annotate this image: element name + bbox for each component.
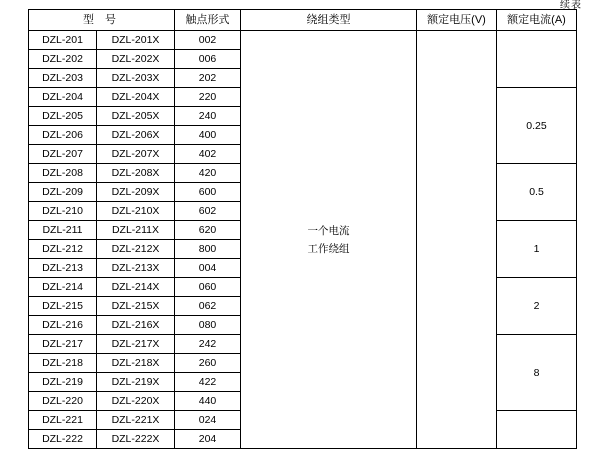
table-header bbox=[29, 10, 577, 31]
cell-model-b: DZL-203X bbox=[97, 69, 175, 88]
cell-contact-form: 006 bbox=[175, 50, 241, 69]
cell-contact-form: 002 bbox=[175, 31, 241, 50]
cell-model-b: DZL-209X bbox=[97, 183, 175, 202]
cell-model-b: DZL-222X bbox=[97, 430, 175, 449]
cell-rated-voltage bbox=[417, 31, 497, 449]
cell-rated-current bbox=[497, 31, 577, 88]
cell-contact-form: 204 bbox=[175, 430, 241, 449]
cell-model-a: DZL-205 bbox=[29, 107, 97, 126]
cell-model-a: DZL-212 bbox=[29, 240, 97, 259]
cell-rated-current: 0.5 bbox=[497, 164, 577, 221]
cell-contact-form: 004 bbox=[175, 259, 241, 278]
cell-model-a: DZL-207 bbox=[29, 145, 97, 164]
cell-model-a: DZL-215 bbox=[29, 297, 97, 316]
cell-contact-form: 402 bbox=[175, 145, 241, 164]
cell-model-a: DZL-204 bbox=[29, 88, 97, 107]
cell-model-b: DZL-205X bbox=[97, 107, 175, 126]
cell-contact-form: 062 bbox=[175, 297, 241, 316]
cell-contact-form: 440 bbox=[175, 392, 241, 411]
cell-contact-form: 024 bbox=[175, 411, 241, 430]
cell-contact-form: 420 bbox=[175, 164, 241, 183]
cell-model-b: DZL-213X bbox=[97, 259, 175, 278]
specification-table bbox=[28, 9, 577, 449]
cell-model-b: DZL-219X bbox=[97, 373, 175, 392]
cell-model-a: DZL-217 bbox=[29, 335, 97, 354]
cell-model-a: DZL-208 bbox=[29, 164, 97, 183]
cell-model-a: DZL-201 bbox=[29, 31, 97, 50]
column-header-voltage: 额定电压(V) bbox=[417, 10, 497, 31]
cell-rated-current: 8 bbox=[497, 335, 577, 411]
table-header-row bbox=[29, 10, 577, 31]
cell-model-b: DZL-206X bbox=[97, 126, 175, 145]
cell-model-a: DZL-206 bbox=[29, 126, 97, 145]
cell-model-a: DZL-203 bbox=[29, 69, 97, 88]
continued-label: 续表 bbox=[560, 0, 582, 11]
cell-model-b: DZL-218X bbox=[97, 354, 175, 373]
cell-model-a: DZL-222 bbox=[29, 430, 97, 449]
cell-model-b: DZL-216X bbox=[97, 316, 175, 335]
cell-model-b: DZL-214X bbox=[97, 278, 175, 297]
cell-model-b: DZL-207X bbox=[97, 145, 175, 164]
cell-model-a: DZL-202 bbox=[29, 50, 97, 69]
column-header-winding: 绕组类型 bbox=[241, 10, 417, 31]
cell-model-a: DZL-220 bbox=[29, 392, 97, 411]
cell-contact-form: 242 bbox=[175, 335, 241, 354]
cell-contact-form: 202 bbox=[175, 69, 241, 88]
cell-rated-current: 2 bbox=[497, 278, 577, 335]
cell-winding-type bbox=[241, 31, 417, 449]
cell-rated-current bbox=[497, 411, 577, 449]
cell-contact-form: 220 bbox=[175, 88, 241, 107]
cell-model-b: DZL-212X bbox=[97, 240, 175, 259]
cell-contact-form: 400 bbox=[175, 126, 241, 145]
cell-model-b: DZL-210X bbox=[97, 202, 175, 221]
cell-model-b: DZL-221X bbox=[97, 411, 175, 430]
cell-model-a: DZL-219 bbox=[29, 373, 97, 392]
cell-model-a: DZL-214 bbox=[29, 278, 97, 297]
cell-model-a: DZL-218 bbox=[29, 354, 97, 373]
cell-contact-form: 620 bbox=[175, 221, 241, 240]
cell-model-b: DZL-202X bbox=[97, 50, 175, 69]
cell-model-a: DZL-216 bbox=[29, 316, 97, 335]
winding-line-2: 工作绕组 bbox=[307, 242, 350, 255]
cell-contact-form: 260 bbox=[175, 354, 241, 373]
column-header-contact: 触点形式 bbox=[175, 10, 241, 31]
column-header-current: 额定电流(A) bbox=[497, 10, 577, 31]
cell-rated-current: 0.25 bbox=[497, 88, 577, 164]
cell-rated-current: 1 bbox=[497, 221, 577, 278]
cell-contact-form: 080 bbox=[175, 316, 241, 335]
cell-model-a: DZL-211 bbox=[29, 221, 97, 240]
cell-contact-form: 600 bbox=[175, 183, 241, 202]
cell-model-b: DZL-208X bbox=[97, 164, 175, 183]
cell-model-b: DZL-204X bbox=[97, 88, 175, 107]
cell-contact-form: 800 bbox=[175, 240, 241, 259]
cell-contact-form: 060 bbox=[175, 278, 241, 297]
cell-contact-form: 240 bbox=[175, 107, 241, 126]
winding-line-1: 一个电流 bbox=[307, 224, 350, 237]
cell-model-b: DZL-211X bbox=[97, 221, 175, 240]
cell-model-a: DZL-221 bbox=[29, 411, 97, 430]
cell-model-a: DZL-210 bbox=[29, 202, 97, 221]
cell-model-b: DZL-215X bbox=[97, 297, 175, 316]
column-header-model: 型 号 bbox=[29, 10, 175, 31]
cell-model-a: DZL-209 bbox=[29, 183, 97, 202]
table-body bbox=[29, 31, 577, 449]
table-row bbox=[29, 31, 577, 50]
cell-contact-form: 422 bbox=[175, 373, 241, 392]
cell-model-b: DZL-220X bbox=[97, 392, 175, 411]
cell-model-b: DZL-217X bbox=[97, 335, 175, 354]
cell-model-b: DZL-201X bbox=[97, 31, 175, 50]
cell-contact-form: 602 bbox=[175, 202, 241, 221]
cell-model-a: DZL-213 bbox=[29, 259, 97, 278]
